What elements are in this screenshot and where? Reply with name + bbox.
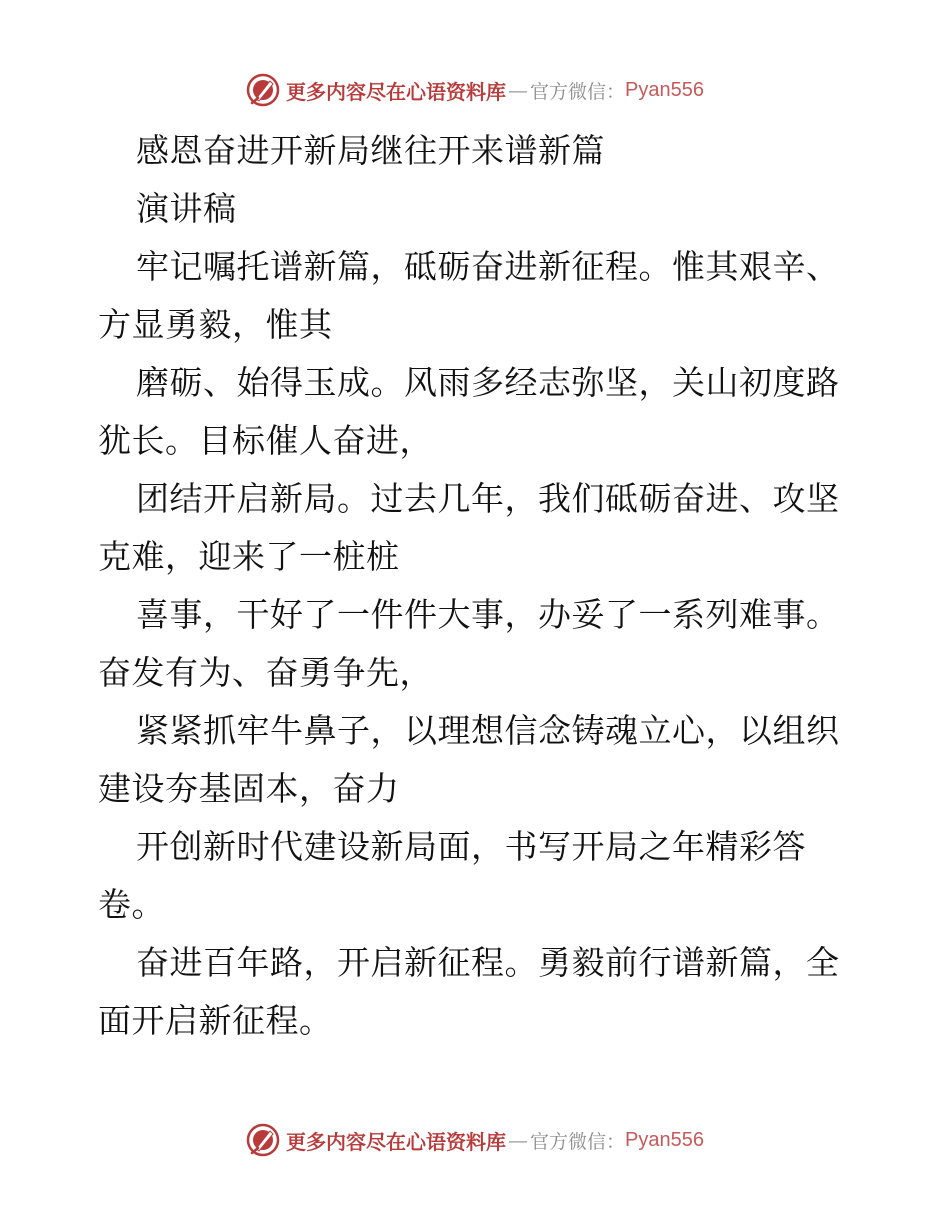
watermark-dash: — (508, 1128, 528, 1152)
watermark-wechat-id: Pyan556 (625, 78, 704, 101)
paragraph-1 (98, 238, 858, 354)
watermark-brand-text: 更多内容尽在心语资料库 (286, 1129, 506, 1154)
footer-watermark (0, 1120, 950, 1160)
watermark-dash: — (508, 78, 528, 102)
quill-pen-logo-icon (246, 1123, 280, 1157)
paragraph-line-rest: 卷。 (98, 885, 165, 924)
document-title-line-1: 感恩奋进开新局继往开来谱新篇 (136, 131, 605, 170)
paragraph-6 (98, 818, 858, 934)
paragraph-line-rest: 奋发有为、奋勇争先， (98, 653, 433, 692)
paragraph-line-first: 磨砺、始得玉成。风雨多经志弥坚，关山初度路 (136, 363, 840, 402)
paragraph-line-first: 开创新时代建设新局面，书写开局之年精彩答 (136, 827, 806, 866)
quill-pen-logo-icon (246, 73, 280, 107)
paragraph-line-rest: 面开启新征程。 (98, 1001, 333, 1040)
watermark-wechat-id: Pyan556 (625, 1128, 704, 1151)
watermark-wechat-label: 官方微信： (530, 80, 626, 103)
paragraph-7 (98, 934, 858, 1050)
document-title-line-2: 演讲稿 (136, 189, 237, 228)
paragraph-line-rest: 克难，迎来了一桩桩 (98, 537, 400, 576)
header-watermark (0, 70, 950, 110)
watermark-brand-text: 更多内容尽在心语资料库 (286, 79, 506, 104)
paragraph-2 (98, 354, 858, 470)
paragraph-line-rest: 建设夯基固本，奋力 (98, 769, 400, 808)
paragraph-3 (98, 470, 858, 586)
paragraph-4 (98, 586, 858, 702)
paragraph-5 (98, 702, 858, 818)
paragraph-line-first: 团结开启新局。过去几年，我们砥砺奋进、攻坚 (136, 479, 840, 518)
paragraph-line-first: 奋进百年路，开启新征程。勇毅前行谱新篇，全 (136, 943, 840, 982)
paragraph-line-first: 喜事，干好了一件件大事，办妥了一系列难事。 (136, 595, 840, 634)
document-body (98, 122, 858, 1050)
watermark-wechat-label: 官方微信： (530, 1130, 626, 1153)
paragraph-line-first: 牢记嘱托谱新篇，砥砺奋进新征程。惟其艰辛、 (136, 247, 840, 286)
paragraph-line-rest: 犹长。目标催人奋进， (98, 421, 433, 460)
paragraph-line-rest: 方显勇毅，惟其 (98, 305, 333, 344)
paragraph-line-first: 紧紧抓牢牛鼻子，以理想信念铸魂立心，以组织 (136, 711, 840, 750)
